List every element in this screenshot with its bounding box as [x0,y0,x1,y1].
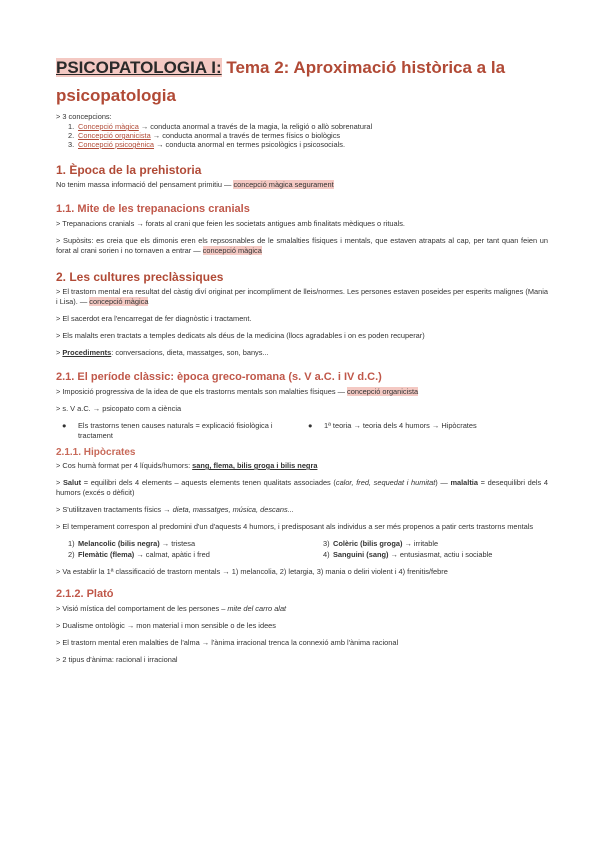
list-item: 1. Concepció màgica → conducta anormal a través de la magia, la religió o allò sobrenatural [68,122,373,131]
paragraph: > 2 tipus d'ànima: racional i irracional [56,655,178,664]
intro-lead: > 3 concepcions: [56,112,112,121]
paragraph: > Imposició progressiva de la idea de que els trastorns mentals son malalties físiques — concepció organicista [56,387,419,396]
concepcio-magica-link[interactable]: Concepció màgica [78,122,139,131]
procediments-term: Procediments [62,348,112,357]
paragraph: > Va establir la 1ª classificació de trastorn mentals → 1) melancolia, 2) letargia, 3) mania o deliri violent i 4) frenitis/febre [56,567,448,576]
heading-trepanacions: 1.1. Mite de les trepanacions cranials [56,203,250,215]
paragraph: > s. V a.C. → psicopato com a ciència [56,404,182,413]
heading-cultures-preclassiques: 2. Les cultures preclàssiques [56,270,224,284]
paragraph: > Cos humà format per 4 líquids/humors: sang, flema, bilis groga i bilis negra [56,461,318,470]
bullet-columns [56,421,548,440]
list-item: 3) Colèric (bilis groga) → irritable [323,539,439,548]
list-item: ● 1ª teoria → teoria dels 4 humors → Hipòcrates [308,421,477,430]
concepcio-psicogenica-link[interactable]: Concepció psicogènica [78,140,155,149]
paragraph: > Dualisme ontològic → mon material i mon sensible o de les idees [56,621,276,630]
highlight: concepció màgica segurament [233,180,334,189]
list-item: 3. Concepció psicogènica → conducta anormal en termes psicològics i psicosocials. [68,140,346,149]
highlight: concepció màgica [202,246,262,255]
heading-prehistoria: 1. Època de la prehistoria [56,163,202,177]
bullet-icon: ● [308,421,313,430]
list-item: 1) Melancolic (bilis negra) → tristesa [68,539,196,548]
paragraph: No tenim massa informació del pensament primitiu — concepció màgica segurament [56,180,334,189]
list-item: 4) Sanguini (sang) → entusiasmat, actiu i sociable [323,549,493,559]
humors-term: sang, flema, bilis groga i bilis negra [192,461,318,470]
list-item: 2. Concepció organicista → conducta anormal a través de termes físics o biològics [68,131,341,140]
bullet-icon: ● [62,421,67,430]
paragraph: > Trepanacions cranials → forats al crani que feien les societats antigues amb finalitats mèdiques o rituals. [56,219,405,228]
title-topic: Tema 2: Aproximació històrica a la psicopatologia [56,58,506,105]
list-item: 2) Flemàtic (flema) → calmat, apàtic i fred [68,549,210,559]
title-course: PSICOPATOLOGIA I: [56,58,222,77]
list-item: ● Els trastorns tenen causes naturals = explicació fisiològica i tractament [62,421,273,440]
paragraph: > Visió mística del comportament de les persones – mite del carro alat [56,604,287,613]
heading-periode-classic: 2.1. El període clàssic: època greco-romana (s. V a.C. i IV d.C.) [56,371,382,383]
paragraph: > El sacerdot era l'encarregat de fer diagnòstic i tractament. [56,314,252,323]
paragraph: > El trastorn mental eren malalties de l'alma → l'ànima irracional trenca la connexió amb l'ànima racional [56,638,399,647]
highlight: concepció organicista [347,387,419,396]
humors-list [56,539,548,559]
highlight: concepció màgica [89,297,149,306]
concepcions-list [56,122,548,149]
paragraph: > El temperament correspon al predomini d'un d'aquests 4 humors, i predisposant als individus a ser més propenos a patir certs trastorns mentals [56,522,534,531]
paragraph: > Supòsits: es creia que els dimonis eren els repsosnables de le smalalties físiques i mentals, que estaven atrapats al cap, per tant quan feien un forat al crani sorien i no tornaven a entrar — concepció màgica [56,236,548,255]
paragraph: > Procediments: conversacions, dieta, massatges, son, banys... [56,348,269,357]
page-title [56,54,548,110]
paragraph: > S'utilitzaven tractaments físics → dieta, massatges, música, descans... [56,505,294,514]
paragraph: > El trastorn mental era resultat del càstig diví originat per incompliment de lleis/normes. Les persones estaven poseides per esperits malignes (Mania i Lisa). — concepció màgica [56,287,548,306]
heading-hipocrates: 2.1.1. Hipòcrates [56,447,136,458]
heading-plato: 2.1.2. Plató [56,588,114,600]
paragraph: > Els malalts eren tractats a temples dedicats als déus de la medicina (llocs agradables i on es poden recuperar) [56,331,425,340]
paragraph: > Salut = equilibri dels 4 elements – aquests elements tenen qualitats associades (calor, fred, sequedat i humitat) — malaltia = desequilibri dels 4 humors (excés o dèficit) [56,478,548,497]
concepcio-organicista-link[interactable]: Concepció organicista [78,131,151,140]
